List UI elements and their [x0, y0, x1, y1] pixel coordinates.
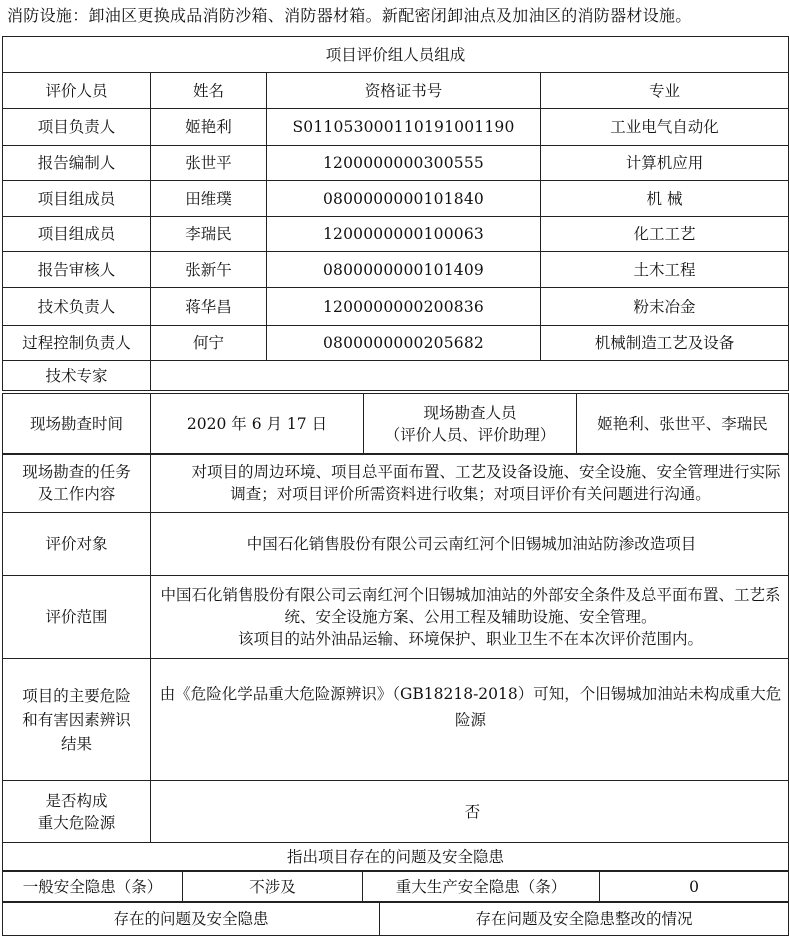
header-role: 评价人员: [3, 73, 151, 109]
scope-line: 中国石化销售股份有限公司云南红河个旧锡城加油站的外部安全条件及总平面布置、工艺系统、安全设施方案、公用工程及辅助设施、安全管理。: [160, 586, 781, 626]
member-major: 计算机应用: [541, 146, 789, 181]
survey-people-value: 姬艳利、张世平、李瑞民: [577, 394, 789, 455]
survey-table: [2, 393, 789, 455]
team-section-title-row: [3, 37, 789, 73]
member-name: 蒋华昌: [151, 288, 267, 326]
evaluation-table: [2, 36, 789, 391]
general-hazard-label: 一般安全隐患（条）: [3, 871, 183, 903]
hazard-label-line: 结果: [60, 734, 92, 753]
footer-row: [3, 902, 789, 936]
major-hazard-row: [3, 781, 789, 843]
task-label-line: 现场勘查的任务: [22, 463, 131, 481]
member-cert: 0800000000101840: [267, 181, 541, 217]
hazard-text: 由《危险化学品重大危险源辨识》（GB18218-2018）可知，个旧锡城加油站未构成重大危险源: [151, 659, 789, 781]
details-table: [2, 453, 789, 872]
task-label-line: 及工作内容: [37, 485, 116, 503]
member-role: 报告审核人: [3, 252, 151, 288]
footer-issues-header: 存在的问题及安全隐患: [3, 902, 380, 936]
issues-title-row: [3, 843, 789, 872]
major-safety-hazard-value: 0: [600, 871, 789, 903]
member-row: [3, 252, 789, 288]
object-text: 中国石化销售股份有限公司云南红河个旧锡城加油站防渗改造项目: [151, 513, 789, 576]
member-cert: 1200000000300555: [267, 146, 541, 181]
header-cert: 资格证书号: [267, 73, 541, 109]
expert-label: 技术专家: [3, 361, 151, 391]
hazard-label: [3, 659, 151, 781]
member-cert: 0800000000205682: [267, 326, 541, 361]
member-row: [3, 217, 789, 252]
footer-table: [2, 901, 789, 936]
major-hazard-label: [3, 781, 151, 843]
team-header-row: [3, 73, 789, 109]
member-role: 项目组成员: [3, 181, 151, 217]
member-name: 田维璞: [151, 181, 267, 217]
member-role: 项目负责人: [3, 109, 151, 146]
scope-label: 评价范围: [3, 576, 151, 659]
member-role: 项目组成员: [3, 217, 151, 252]
member-name: 李瑞民: [151, 217, 267, 252]
member-row: [3, 109, 789, 146]
member-name: 张世平: [151, 146, 267, 181]
hazard-label-line: 和有害因素辨识: [22, 710, 131, 729]
member-role: 报告编制人: [3, 146, 151, 181]
general-hazard-value: 不涉及: [183, 871, 363, 903]
scope-text: [151, 576, 789, 659]
hazard-row: [3, 659, 789, 781]
survey-people-label-line: 现场勘查人员: [423, 404, 517, 422]
header-major: 专业: [541, 73, 789, 109]
fire-facility-note: 消防设施：卸油区更换成品消防沙箱、消防器材箱。新配密闭卸油点及加油区的消防器材设施。: [7, 6, 692, 25]
counts-row: [3, 871, 789, 903]
major-safety-hazard-label: 重大生产安全隐患（条）: [363, 871, 600, 903]
member-major: 机械制造工艺及设备: [541, 326, 789, 361]
counts-table: [2, 870, 789, 903]
survey-time-value: 2020 年 6 月 17 日: [151, 394, 364, 455]
scope-line: 该项目的站外油品运输、环境保护、职业卫生不在本次评价范围内。: [237, 630, 703, 648]
team-section-title: 项目评价组人员组成: [3, 37, 789, 73]
major-hazard-value: 否: [151, 781, 789, 843]
expert-value: [151, 361, 789, 391]
survey-people-label-line: （评价人员、评价助理）: [384, 426, 556, 444]
object-label: 评价对象: [3, 513, 151, 576]
expert-row: [3, 361, 789, 391]
survey-time-label: 现场勘查时间: [3, 394, 151, 455]
member-name: 何宁: [151, 326, 267, 361]
survey-row: [3, 394, 789, 455]
major-hazard-label-line: 是否构成: [45, 791, 108, 810]
member-major: 化工工艺: [541, 217, 789, 252]
footer-rectification-header: 存在问题及安全隐患整改的情况: [380, 902, 789, 936]
member-role: 过程控制负责人: [3, 326, 151, 361]
member-cert: S011053000110191001190: [267, 109, 541, 146]
survey-people-label: [364, 394, 577, 455]
member-major: 粉末冶金: [541, 288, 789, 326]
hazard-label-line: 项目的主要危险: [22, 686, 131, 705]
member-name: 姬艳利: [151, 109, 267, 146]
member-row: [3, 146, 789, 181]
member-name: 张新午: [151, 252, 267, 288]
major-hazard-label-line: 重大危险源: [37, 813, 116, 832]
member-row: [3, 181, 789, 217]
task-text: 对项目的周边环境、项目总平面布置、工艺及设备设施、安全设施、安全管理进行实际调查；对项目评价所需资料进行收集；对项目评价有关问题进行沟通。: [151, 454, 789, 513]
scope-row: [3, 576, 789, 659]
member-cert: 0800000000101409: [267, 252, 541, 288]
object-row: [3, 513, 789, 576]
member-major: 工业电气自动化: [541, 109, 789, 146]
header-name: 姓名: [151, 73, 267, 109]
task-row: [3, 454, 789, 513]
member-cert: 1200000000200836: [267, 288, 541, 326]
member-row: [3, 288, 789, 326]
issues-title: 指出项目存在的问题及安全隐患: [3, 843, 789, 872]
member-role: 技术负责人: [3, 288, 151, 326]
member-major: 土木工程: [541, 252, 789, 288]
member-row: [3, 326, 789, 361]
member-cert: 1200000000100063: [267, 217, 541, 252]
task-label: [3, 454, 151, 513]
member-major: 机 械: [541, 181, 789, 217]
